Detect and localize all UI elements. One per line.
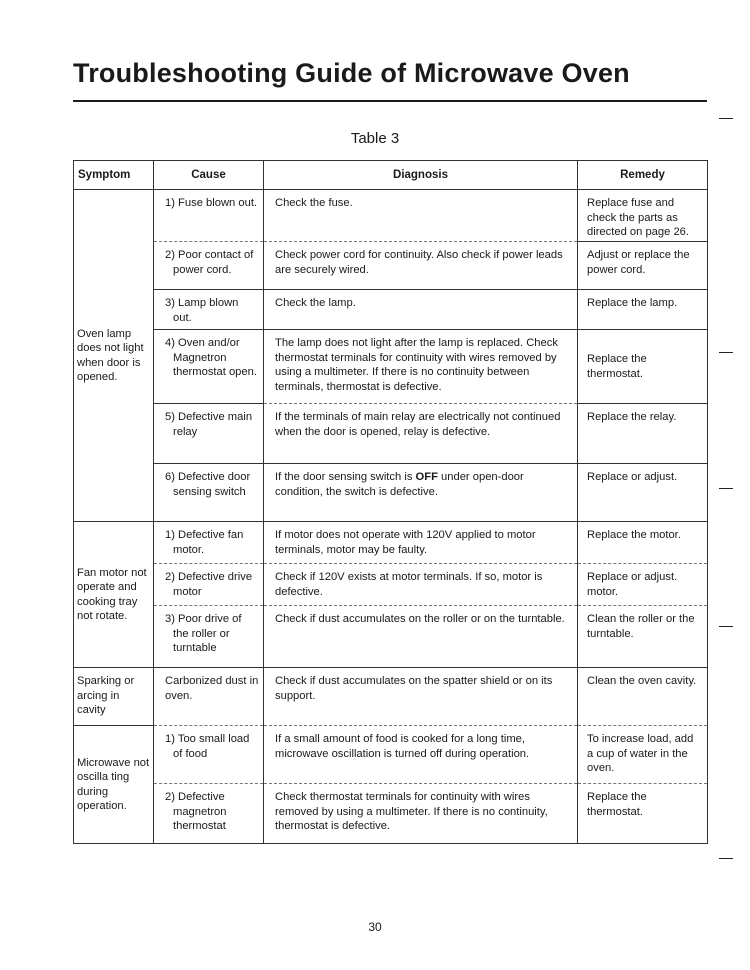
margin-mark bbox=[719, 626, 733, 627]
diagnosis-cell: Check power cord for continuity. Also check if power leads are securely wired. bbox=[264, 242, 578, 290]
title-underline bbox=[73, 100, 707, 102]
cause-text: 3) Poor drive of the roller or turntable bbox=[165, 613, 242, 654]
remedy-cell: Replace the thermostat. bbox=[578, 784, 708, 844]
diagnosis-cell: Check if 120V exists at motor terminals. If so, motor is defective. bbox=[264, 564, 578, 606]
cause-cell bbox=[154, 464, 264, 522]
table-row bbox=[74, 290, 708, 330]
remedy-cell: Clean the roller or the turntable. bbox=[578, 606, 708, 668]
remedy-cell: Replace fuse and check the parts as directed on page 26. bbox=[578, 190, 708, 242]
remedy-cell: Replace the motor. bbox=[578, 522, 708, 564]
diagnosis-cell: If a small amount of food is cooked for a long time, microwave oscillation is turned off during operation. bbox=[264, 726, 578, 784]
diagnosis-cell bbox=[264, 464, 578, 522]
remedy-cell: Replace the relay. bbox=[578, 404, 708, 464]
diagnosis-cell: Check the lamp. bbox=[264, 290, 578, 330]
margin-mark bbox=[719, 488, 733, 489]
cause-text: 2) Poor contact of power cord. bbox=[165, 249, 254, 276]
troubleshooting-table bbox=[73, 160, 708, 844]
cause-cell bbox=[154, 190, 264, 242]
table-caption: Table 3 bbox=[350, 130, 400, 147]
remedy-cell: Adjust or replace the power cord. bbox=[578, 242, 708, 290]
cause-cell bbox=[154, 242, 264, 290]
table-row bbox=[74, 404, 708, 464]
diagnosis-emphasis: OFF bbox=[415, 471, 438, 483]
table-row bbox=[74, 726, 708, 784]
table-row bbox=[74, 784, 708, 844]
symptom-cell: Oven lamp does not light when door is opened. bbox=[74, 190, 154, 522]
header-diagnosis: Diagnosis bbox=[264, 161, 578, 190]
table-row bbox=[74, 668, 708, 726]
table-row bbox=[74, 190, 708, 242]
cause-cell bbox=[154, 404, 264, 464]
remedy-cell: Replace the thermostat. bbox=[578, 330, 708, 404]
cause-cell bbox=[154, 290, 264, 330]
table-header-row bbox=[74, 161, 708, 190]
diagnosis-cell: Check the fuse. bbox=[264, 190, 578, 242]
cause-text: 2) Defective magnetron thermostat bbox=[165, 791, 227, 832]
diagnosis-text: under open-door condition, the switch is defective. bbox=[275, 471, 524, 498]
table-row bbox=[74, 242, 708, 290]
cause-cell bbox=[154, 330, 264, 404]
diagnosis-text: If the door sensing switch is bbox=[275, 471, 416, 483]
table-row bbox=[74, 564, 708, 606]
diagnosis-cell: The lamp does not light after the lamp is replaced. Check thermostat terminals for continuity with wires removed by using a multimeter. If there is no continuity between terminals, thermostat is defective. bbox=[264, 330, 578, 404]
cause-text: 1) Fuse blown out. bbox=[165, 197, 258, 209]
cause-text: 2) Defective drive motor bbox=[165, 571, 253, 598]
cause-text: 3) Lamp blown out. bbox=[165, 297, 239, 324]
table-row bbox=[74, 330, 708, 404]
diagnosis-cell: Check if dust accumulates on the roller or on the turntable. bbox=[264, 606, 578, 668]
cause-cell bbox=[154, 606, 264, 668]
cause-text: 1) Defective fan motor. bbox=[165, 529, 244, 556]
cause-cell bbox=[154, 784, 264, 844]
remedy-cell: Replace or adjust. bbox=[578, 464, 708, 522]
diagnosis-cell: If the terminals of main relay are electrically not continued when the door is opened, relay is defective. bbox=[264, 404, 578, 464]
table-row bbox=[74, 464, 708, 522]
cause-cell bbox=[154, 522, 264, 564]
cause-text: 1) Too small load of food bbox=[165, 733, 250, 760]
cause-cell bbox=[154, 726, 264, 784]
margin-mark bbox=[719, 118, 733, 119]
diagnosis-cell: Check if dust accumulates on the spatter shield or on its support. bbox=[264, 668, 578, 726]
symptom-cell: Fan motor not operate and cooking tray not rotate. bbox=[74, 522, 154, 668]
document-title: Troubleshooting Guide of Microwave Oven bbox=[73, 58, 630, 88]
symptom-cell: Sparking or arcing in cavity bbox=[74, 668, 154, 726]
margin-mark bbox=[719, 858, 733, 859]
table-row bbox=[74, 606, 708, 668]
diagnosis-cell: If motor does not operate with 120V applied to motor terminals, motor may be faulty. bbox=[264, 522, 578, 564]
cause-cell: Carbonized dust in oven. bbox=[154, 668, 264, 726]
cause-text: 4) Oven and/or Magnetron thermostat open. bbox=[165, 337, 257, 378]
cause-text: 6) Defective door sensing switch bbox=[165, 471, 251, 498]
remedy-cell: Clean the oven cavity. bbox=[578, 668, 708, 726]
header-cause: Cause bbox=[154, 161, 264, 190]
remedy-cell: Replace the lamp. bbox=[578, 290, 708, 330]
header-remedy: Remedy bbox=[578, 161, 708, 190]
cause-text: 5) Defective main relay bbox=[165, 411, 253, 438]
table-row bbox=[74, 522, 708, 564]
page-number: 30 bbox=[368, 920, 382, 934]
diagnosis-cell: Check thermostat terminals for continuity with wires removed by using a multimeter. If there is no continuity, thermostat is defective. bbox=[264, 784, 578, 844]
remedy-cell: Replace or adjust. motor. bbox=[578, 564, 708, 606]
header-symptom: Symptom bbox=[74, 161, 154, 190]
margin-mark bbox=[719, 352, 733, 353]
symptom-cell: Microwave not oscilla ting during operation. bbox=[74, 726, 154, 844]
cause-cell bbox=[154, 564, 264, 606]
remedy-cell: To increase load, add a cup of water in the oven. bbox=[578, 726, 708, 784]
